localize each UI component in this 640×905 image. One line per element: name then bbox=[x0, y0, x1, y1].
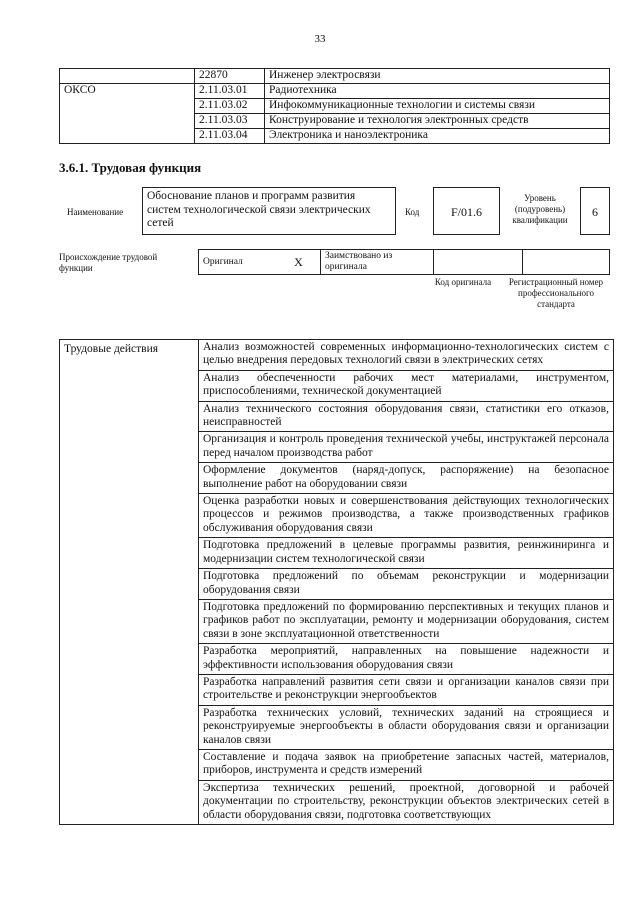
section-title: 3.6.1. Трудовая функция bbox=[59, 160, 202, 175]
labor-action-item: Разработка направлений развития сети связи и организации каналов связи при строительстве и реконструкции энергообъектов bbox=[199, 674, 614, 705]
okso-label-cell bbox=[60, 69, 195, 84]
okso-name-cell: Инфокоммуникационные технологии и системы связи bbox=[265, 99, 610, 114]
labor-action-item: Составление и подача заявок на приобретение запасных частей, материалов, приборов, инструмента и средств измерений bbox=[199, 749, 614, 780]
okso-row bbox=[60, 114, 610, 129]
function-name-value: Обоснование планов и программ развития систем технологической связи электрических сетей bbox=[142, 187, 396, 235]
reg-number-cell bbox=[523, 250, 610, 275]
labor-actions-table bbox=[59, 339, 614, 825]
okso-label-cell bbox=[60, 129, 195, 144]
original-label: Оригинал bbox=[199, 250, 278, 275]
okso-name-cell: Электроника и наноэлектроника bbox=[265, 129, 610, 144]
labor-action-item: Организация и контроль проведения технической учебы, инструктажей персонала перед началом производства работ bbox=[199, 432, 614, 463]
labor-action-item: Экспертиза технических решений, проектной, договорной и рабочей документации по строительству, реконструкции объектов электрических сетей в области оборудования связи, подготовка соответствующих bbox=[199, 780, 614, 824]
function-code-value: F/01.6 bbox=[433, 187, 500, 235]
qualification-level-value: 6 bbox=[580, 187, 610, 235]
labor-action-item: Подготовка предложений по объемам реконструкции и модернизации оборудования связи bbox=[199, 569, 614, 600]
okso-label-cell bbox=[60, 99, 195, 114]
code-label: Код bbox=[405, 207, 420, 217]
qualification-level-label: Уровень (подуровень) квалификации bbox=[512, 193, 568, 225]
name-label: Наименование bbox=[67, 207, 124, 217]
reg-number-label: Регистрационный номер профессионального стандарта bbox=[508, 277, 604, 309]
labor-action-item: Подготовка предложений по формированию перспективных и текущих планов и графиков работ по эксплуатации, ремонту и модернизации оборудования, систем связи в зоне эксплуатационной ответственности bbox=[199, 599, 614, 643]
okso-label-cell: ОКСО bbox=[60, 84, 195, 99]
labor-action-item: Анализ технического состояния оборудования связи, статистики его отказов, неисправностей bbox=[199, 401, 614, 432]
okso-code-cell: 2.11.03.03 bbox=[195, 114, 265, 129]
labor-action-item: Анализ обеспеченности рабочих мест материалами, инструментом, приспособлениями, технической документацией bbox=[199, 370, 614, 401]
okso-name-cell: Инженер электросвязи bbox=[265, 69, 610, 84]
okso-code-cell: 22870 bbox=[195, 69, 265, 84]
okso-code-cell: 2.11.03.04 bbox=[195, 129, 265, 144]
okso-code-cell: 2.11.03.01 bbox=[195, 84, 265, 99]
labor-action-item: Анализ возможностей современных информационно-технологических систем с целью внедрения передовых технологий связи в электрических сетях bbox=[199, 340, 614, 371]
labor-action-item: Разработка технических условий, технических заданий на строящиеся и реконструируемые энергообъекты в области оборудования связи и организации каналов связи bbox=[199, 705, 614, 749]
code-original-label: Код оригинала bbox=[434, 277, 492, 287]
labor-action-item: Разработка мероприятий, направленных на повышение надежности и эффективности использования оборудования связи bbox=[199, 644, 614, 675]
okso-name-cell: Конструирование и технология электронных средств bbox=[265, 114, 610, 129]
page-number: 33 bbox=[314, 33, 326, 45]
origin-table bbox=[198, 249, 610, 275]
labor-action-item: Подготовка предложений в целевые программы развития, реинжиниринга и модернизации систем технологической связи bbox=[199, 538, 614, 569]
labor-action-row bbox=[60, 340, 614, 371]
origin-label: Происхождение трудовой функции bbox=[59, 252, 158, 273]
borrowed-label: Заимствовано из оригинала bbox=[321, 250, 434, 275]
okso-row bbox=[60, 69, 610, 84]
okso-row bbox=[60, 84, 610, 99]
labor-action-item: Оценка разработки новых и совершенствования действующих технологических процессов и режимов производства, а также производственных графиков обслуживания оборудования связи bbox=[199, 494, 614, 538]
okso-label-cell bbox=[60, 114, 195, 129]
labor-actions-label: Трудовые действия bbox=[60, 340, 199, 825]
okso-row bbox=[60, 129, 610, 144]
okso-table bbox=[59, 68, 610, 144]
original-mark: X bbox=[277, 250, 321, 275]
okso-code-cell: 2.11.03.02 bbox=[195, 99, 265, 114]
labor-action-item: Оформление документов (наряд-допуск, распоряжение) на безопасное выполнение работ на оборудовании связи bbox=[199, 463, 614, 494]
okso-name-cell: Радиотехника bbox=[265, 84, 610, 99]
code-original-cell bbox=[434, 250, 523, 275]
okso-row bbox=[60, 99, 610, 114]
